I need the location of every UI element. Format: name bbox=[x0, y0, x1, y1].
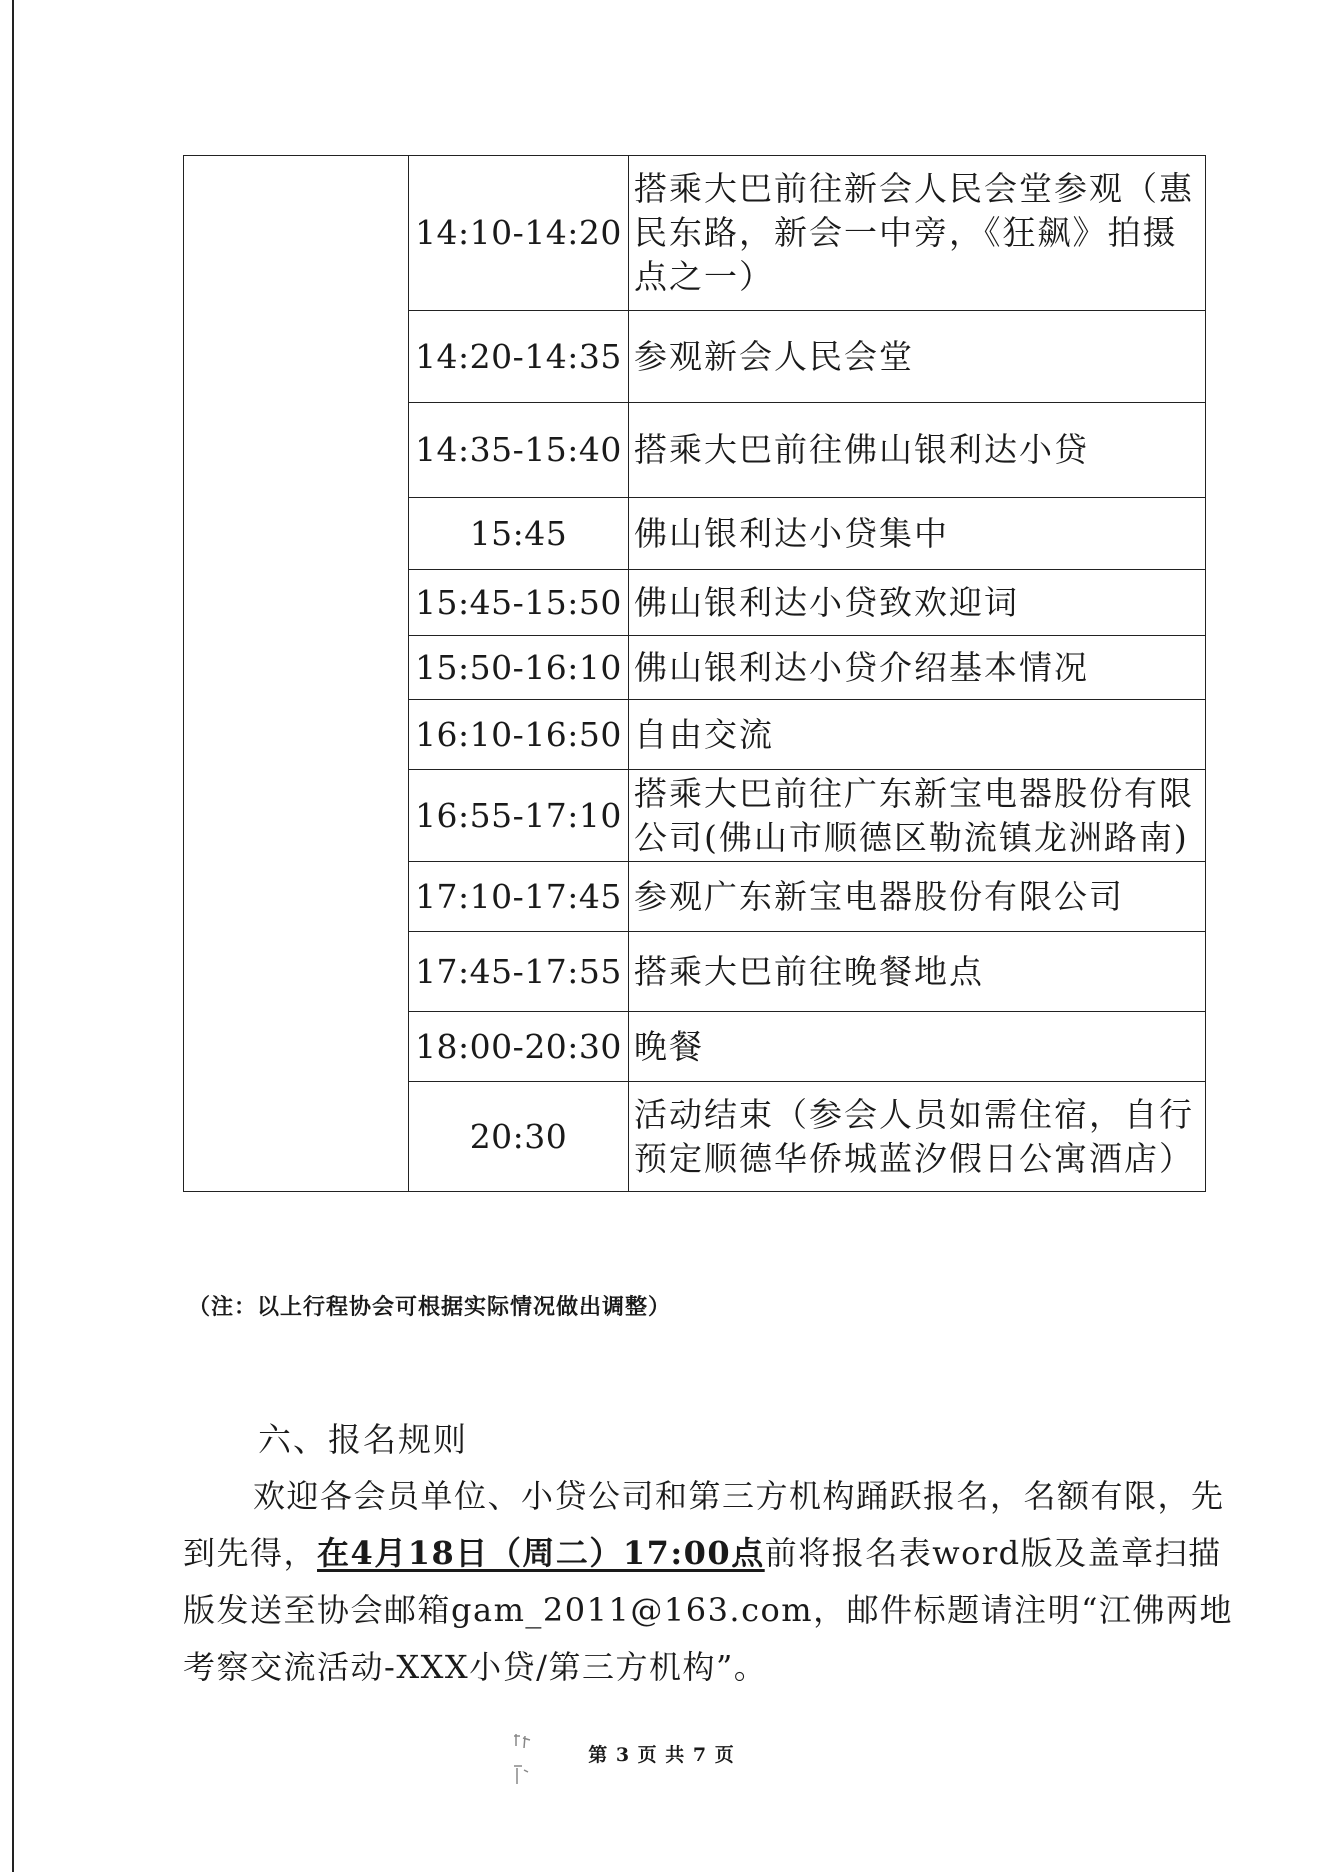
schedule-description bbox=[629, 311, 1206, 403]
schedule-description-line: 预定顺德华侨城蓝汐假日公寓酒店） bbox=[634, 1138, 1194, 1178]
schedule-row bbox=[184, 156, 1206, 311]
schedule-description-line: 公司(佛山市顺德区勒流镇龙洲路南) bbox=[634, 817, 1189, 857]
scan-left-border-line bbox=[12, 0, 14, 1872]
schedule-time: 14:20-14:35 bbox=[409, 311, 629, 403]
schedule-description-line: 参观新会人民会堂 bbox=[634, 336, 914, 376]
schedule-description bbox=[629, 570, 1206, 636]
schedule-description bbox=[629, 636, 1206, 700]
schedule-description-line: 佛山银利达小贷介绍基本情况 bbox=[634, 647, 1089, 687]
schedule-description-line: 活动结束（参会人员如需住宿，自行 bbox=[634, 1094, 1194, 1134]
schedule-description-line: 佛山银利达小贷集中 bbox=[634, 513, 949, 553]
schedule-time: 14:10-14:20 bbox=[409, 156, 629, 311]
schedule-time: 17:10-17:45 bbox=[409, 862, 629, 932]
schedule-description-line: 自由交流 bbox=[634, 714, 774, 754]
schedule-description-line: 佛山银利达小贷致欢迎词 bbox=[634, 582, 1019, 622]
schedule-description bbox=[629, 1012, 1206, 1082]
schedule-time: 20:30 bbox=[409, 1082, 629, 1192]
page-footer: 第 3 页 共 7 页 bbox=[588, 1744, 735, 1766]
schedule-time: 16:10-16:50 bbox=[409, 700, 629, 770]
schedule-description bbox=[629, 770, 1206, 862]
schedule-description-line: 参观广东新宝电器股份有限公司 bbox=[634, 876, 1124, 916]
registration-rules-paragraph bbox=[183, 1468, 1238, 1696]
schedule-description-line: 搭乘大巴前往广东新宝电器股份有限 bbox=[634, 773, 1194, 813]
schedule-description bbox=[629, 700, 1206, 770]
schedule-description-line: 点之一） bbox=[634, 257, 774, 296]
schedule-time: 15:45 bbox=[409, 498, 629, 570]
schedule-time: 16:55-17:10 bbox=[409, 770, 629, 862]
rules-text-before: 欢迎各会员单位、小贷公司和第三方机构踊跃报名，名额有限，先到先得， bbox=[183, 1477, 1225, 1572]
schedule-time: 17:45-17:55 bbox=[409, 932, 629, 1012]
schedule-description bbox=[629, 156, 1206, 311]
merged-blank-cell bbox=[184, 156, 409, 1192]
schedule-time: 14:35-15:40 bbox=[409, 403, 629, 498]
schedule-time: 18:00-20:30 bbox=[409, 1012, 629, 1082]
schedule-description-line: 晚餐 bbox=[634, 1026, 704, 1066]
schedule-time: 15:50-16:10 bbox=[409, 636, 629, 700]
schedule-note: （注：以上行程协会可根据实际情况做出调整） bbox=[188, 1294, 672, 1320]
schedule-description-line: 民东路，新会一中旁，《狂飙》拍摄 bbox=[634, 213, 1178, 252]
schedule-description-line: 搭乘大巴前往新会人民会堂参观（惠 bbox=[634, 169, 1194, 208]
schedule-description-line: 搭乘大巴前往佛山银利达小贷 bbox=[634, 430, 1089, 469]
schedule-description bbox=[629, 932, 1206, 1012]
rules-text-after: 前将报名表word版及盖章扫描版发送至协会邮箱gam_2011@163.com，邮件标题请注明“江佛两地考察交流活动-XXX小贷/第三方机构”。 bbox=[183, 1534, 1233, 1686]
schedule-description bbox=[629, 1082, 1206, 1192]
schedule-description bbox=[629, 862, 1206, 932]
section-title: 六、报名规则 bbox=[258, 1420, 468, 1459]
schedule-time: 15:45-15:50 bbox=[409, 570, 629, 636]
schedule-description bbox=[629, 403, 1206, 498]
schedule-description bbox=[629, 498, 1206, 570]
schedule-description-line: 搭乘大巴前往晚餐地点 bbox=[634, 951, 984, 991]
registration-deadline: 在4月18日（周二）17:00点 bbox=[317, 1534, 765, 1572]
schedule-table bbox=[183, 155, 1206, 1192]
